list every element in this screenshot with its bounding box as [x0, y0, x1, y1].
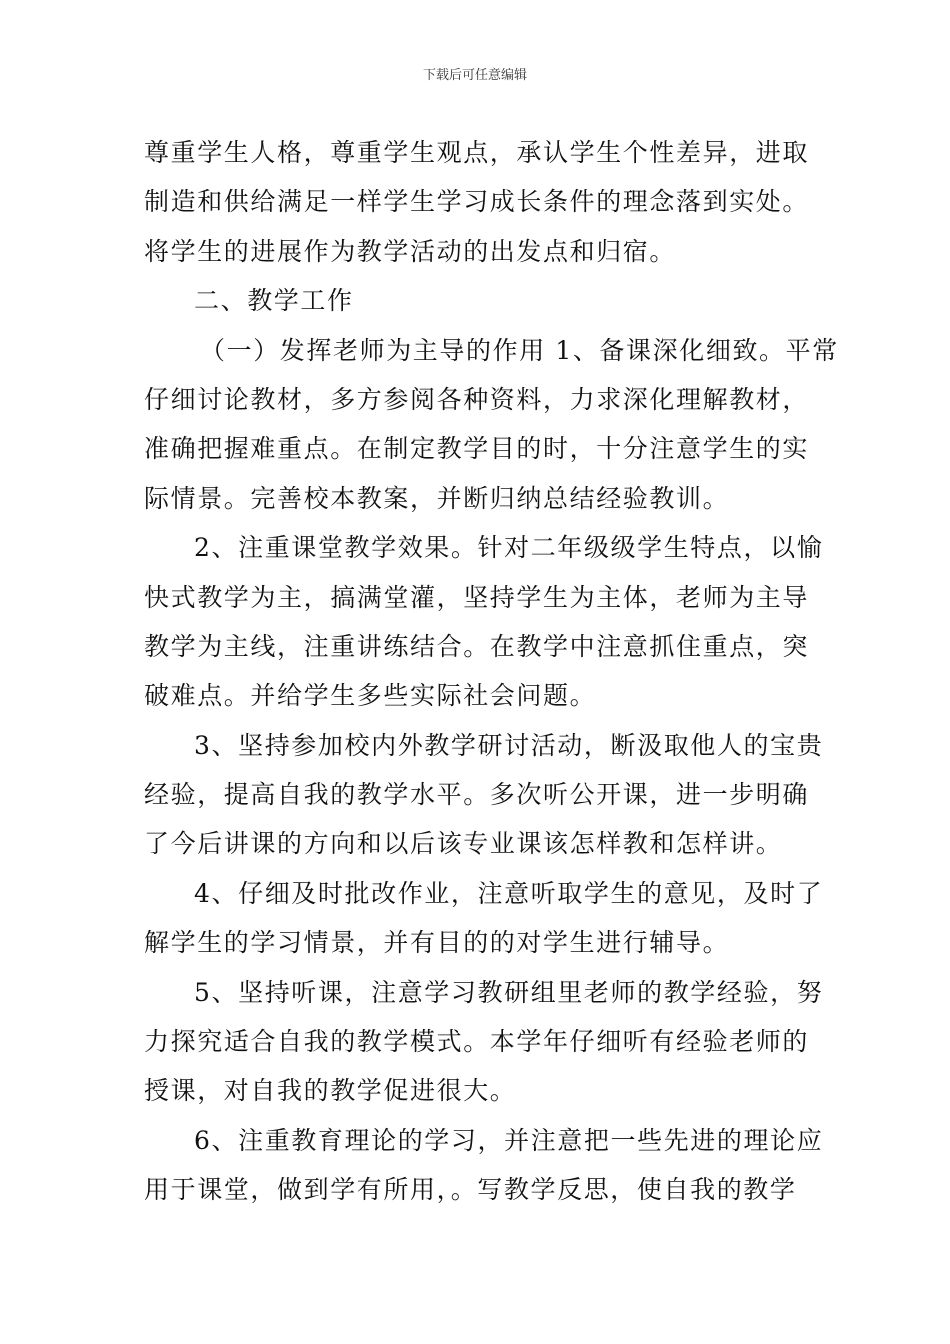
- text-line: 破难点。并给学生多些实际社会问题。: [144, 681, 597, 711]
- text-line: 力探究适合自我的教学模式。本学年仔细听有经验老师的: [144, 1027, 810, 1057]
- text-line: 用于课堂，做到学有所用，。写教学反思，使自我的教学: [144, 1175, 797, 1205]
- text-line: 经验，提高自我的教学水平。多次听公开课，进一步明确: [144, 780, 810, 810]
- text-line: 了今后讲课的方向和以后该专业课该怎样教和怎样讲。: [144, 829, 783, 859]
- paragraph-start: 6、注重教育理论的学习，并注意把一些先进的理论应: [194, 1125, 824, 1155]
- page-header: 下载后可任意编辑: [422, 68, 527, 83]
- paragraph-start: 3、坚持参加校内外教学研讨活动，断汲取他人的宝贵: [194, 730, 824, 760]
- subsection-line: （一）发挥老师为主导的作用 1、备课深化细致。平常: [200, 335, 839, 365]
- text-line: 将学生的进展作为教学活动的出发点和归宿。: [144, 236, 677, 266]
- text-line: 快式教学为主，搞满堂灌，坚持学生为主体，老师为主导: [144, 582, 810, 612]
- paragraph-start: 5、坚持听课，注意学习教研组里老师的教学经验，努: [194, 977, 824, 1007]
- text-line: 制造和供给满足一样学生学习成长条件的理念落到实处。: [144, 187, 810, 217]
- text-line: 授课，对自我的教学促进很大。: [144, 1076, 517, 1106]
- text-line: 际情景。完善校本教案，并断归纳总结经验教训。: [144, 483, 730, 513]
- document-body: [144, 128, 839, 1215]
- text-line: 教学为主线，注重讲练结合。在教学中注意抓住重点，突: [144, 631, 810, 661]
- text-line: 仔细讨论教材，多方参阅各种资料，力求深化理解教材，: [144, 384, 810, 414]
- section-heading: 二、教学工作: [194, 286, 354, 316]
- text-line: 尊重学生人格，尊重学生观点，承认学生个性差异，进取: [144, 138, 810, 167]
- text-line: 准确把握难重点。在制定教学目的时，十分注意学生的实: [144, 434, 810, 464]
- text-line: 解学生的学习情景，并有目的的对学生进行辅导。: [144, 928, 730, 958]
- paragraph-start: 2、注重课堂教学效果。针对二年级级学生特点，以愉: [194, 533, 824, 563]
- paragraph-start: 4、仔细及时批改作业，注意听取学生的意见，及时了: [194, 878, 824, 908]
